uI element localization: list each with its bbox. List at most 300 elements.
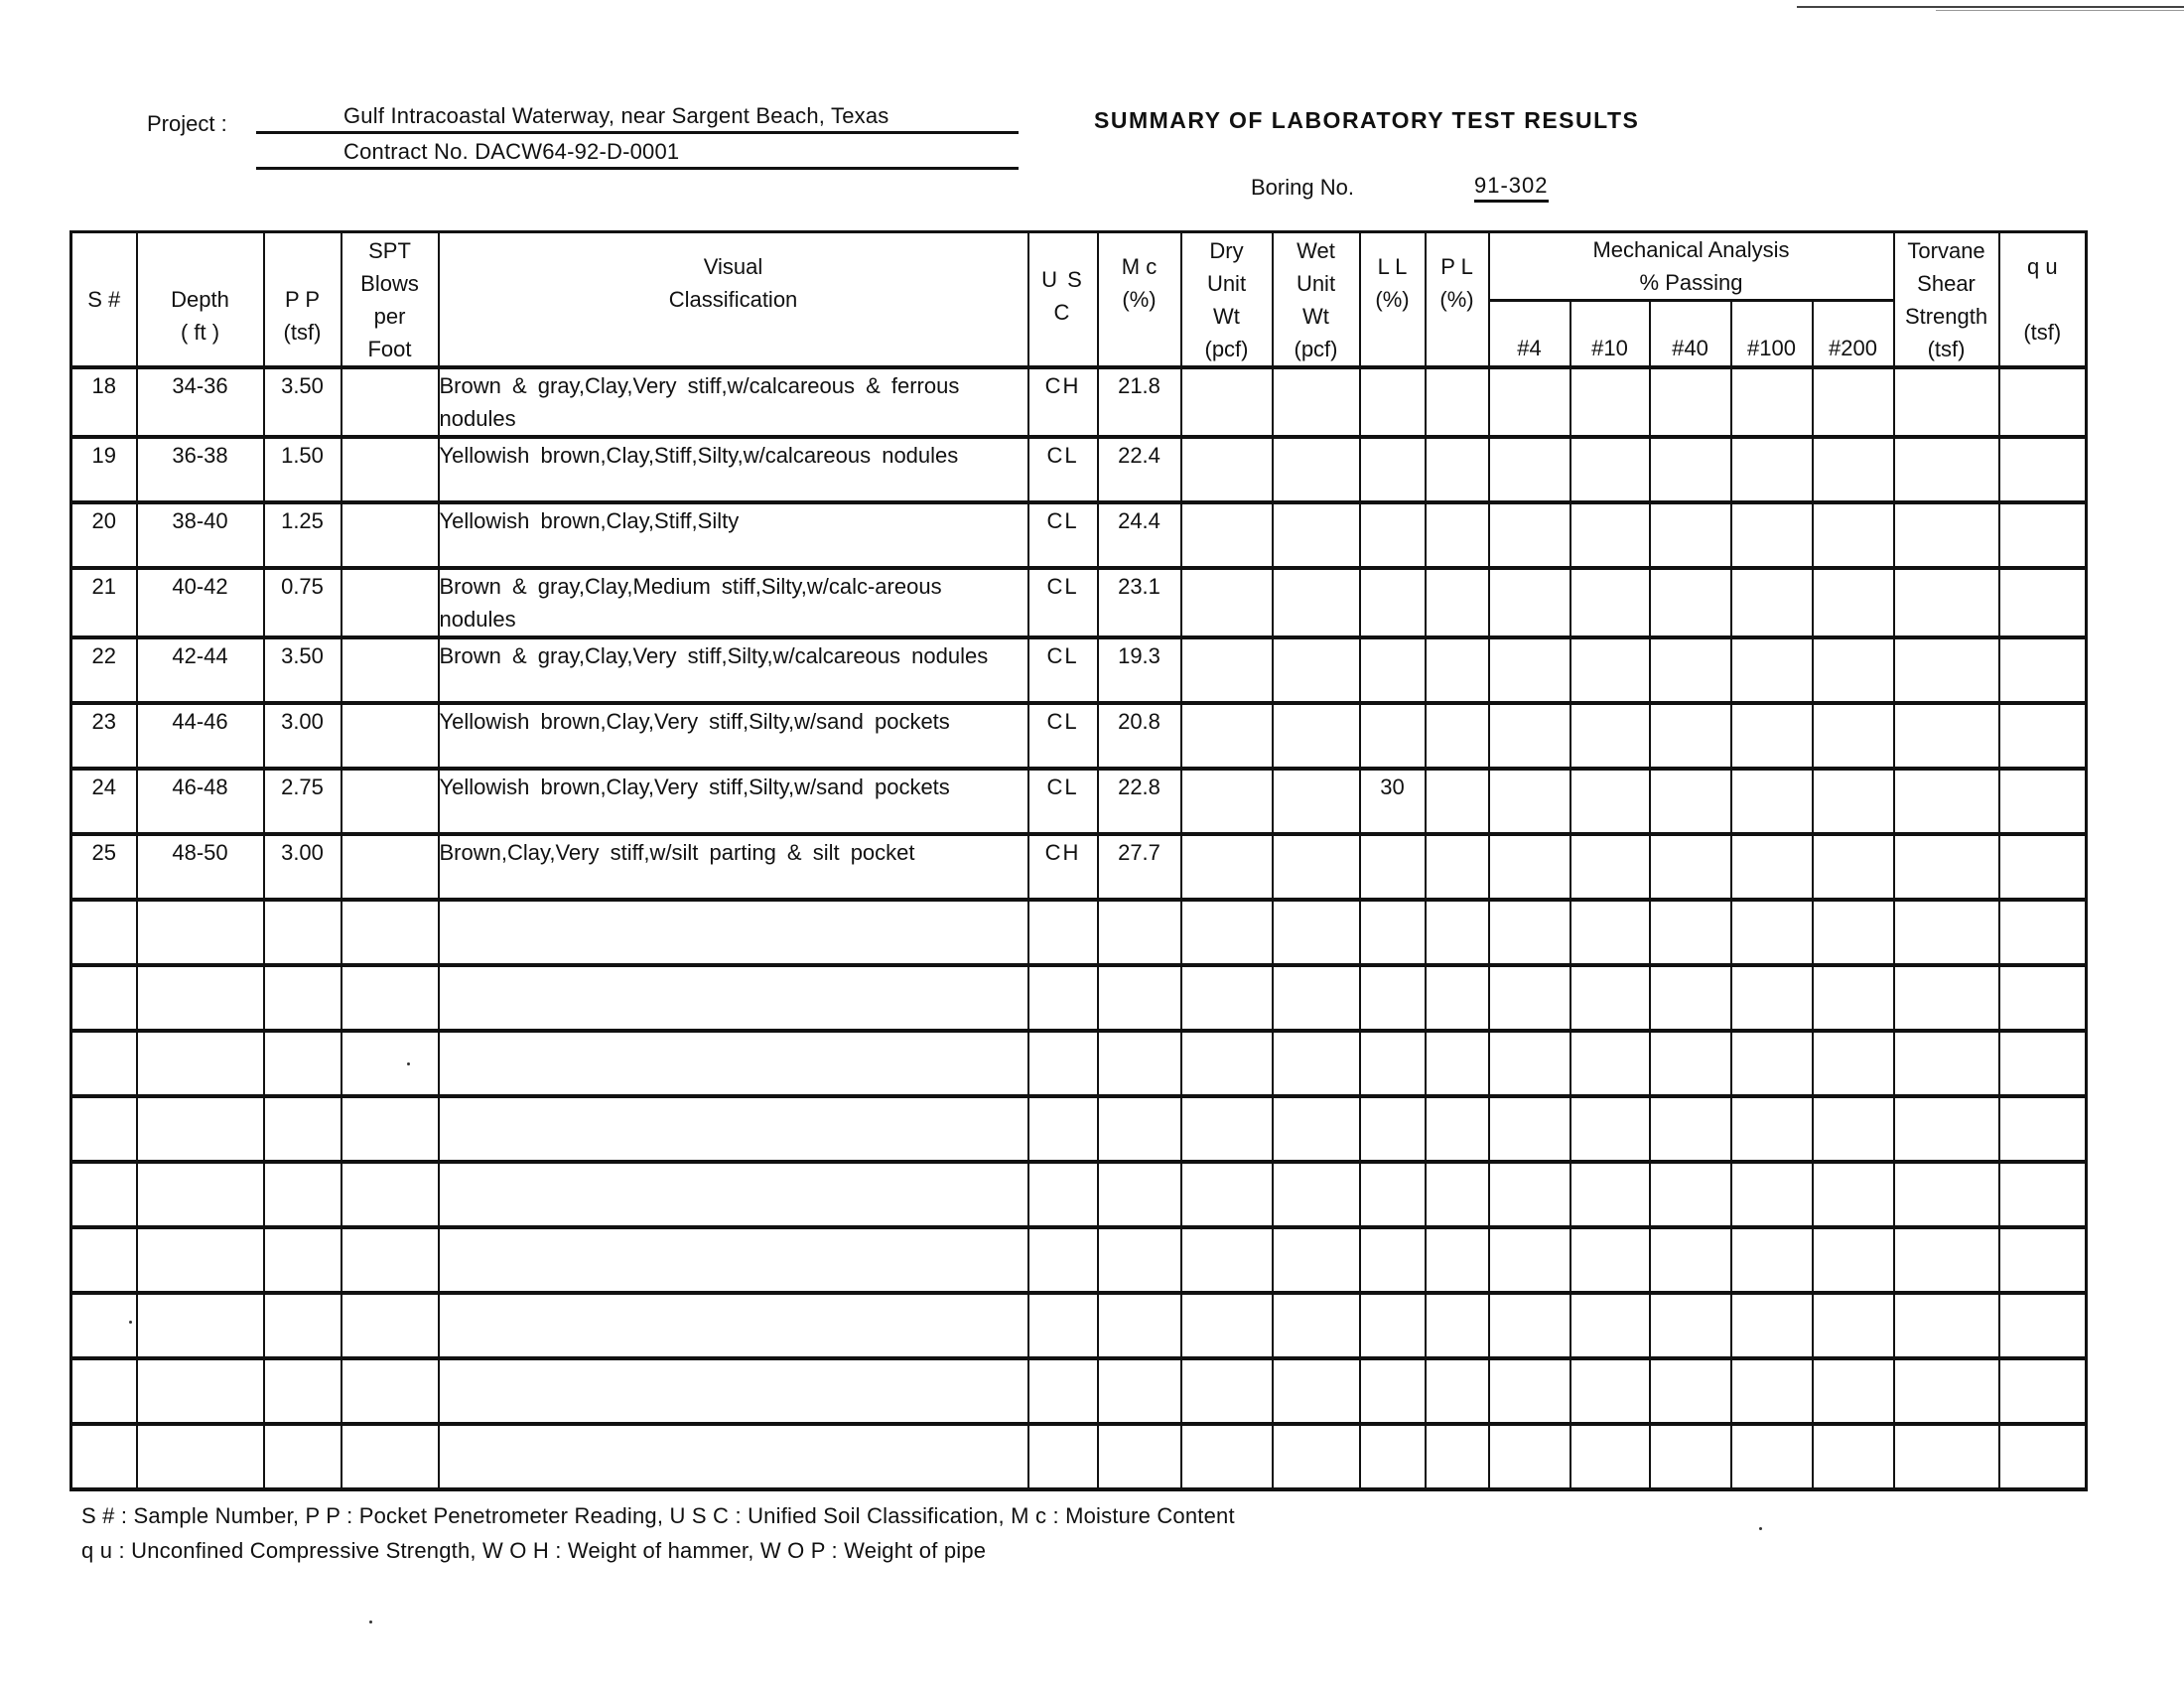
cell-torvane: [1894, 703, 1999, 769]
cell-usc: [1028, 1358, 1098, 1424]
cell-ll: [1360, 900, 1426, 965]
cell-pp: [264, 1162, 341, 1227]
cell-qu: [1999, 703, 2087, 769]
cell-visual: Brown & gray,Clay,Very stiff,Silty,w/calcareous nodules: [439, 637, 1028, 703]
cell-wet-unit-wt: [1273, 769, 1360, 834]
cell-pl: [1426, 437, 1489, 502]
cell-sieve-40: [1650, 437, 1731, 502]
cell-pp: 1.25: [264, 502, 341, 568]
cell-dry-unit-wt: [1181, 437, 1273, 502]
cell-sieve-40: [1650, 1424, 1731, 1489]
col-visual: Visual Classification: [439, 232, 1028, 368]
cell-depth: 40-42: [137, 568, 264, 637]
cell-qu: [1999, 1424, 2087, 1489]
cell-sample: [71, 1424, 137, 1489]
cell-sieve-100: [1731, 1358, 1813, 1424]
scan-speck: [1759, 1527, 1762, 1530]
cell-sample: 18: [71, 367, 137, 437]
cell-ll: [1360, 437, 1426, 502]
cell-mc: [1098, 1096, 1181, 1162]
cell-depth: 42-44: [137, 637, 264, 703]
cell-torvane: [1894, 965, 1999, 1031]
col-sieve-100: #100: [1731, 301, 1813, 368]
cell-sieve-10: [1570, 568, 1650, 637]
col-group-mechanical-analysis: Mechanical Analysis % Passing: [1489, 232, 1894, 301]
cell-sieve-40: [1650, 502, 1731, 568]
cell-depth: [137, 1096, 264, 1162]
cell-usc: [1028, 1096, 1098, 1162]
cell-sieve-10: [1570, 1096, 1650, 1162]
cell-pl: [1426, 769, 1489, 834]
cell-sieve-200: [1813, 769, 1894, 834]
cell-sieve-10: [1570, 1031, 1650, 1096]
cell-qu: [1999, 502, 2087, 568]
contract-field: [256, 139, 1019, 170]
legend-line-2: q u : Unconfined Compressive Strength, W O H : Weight of hammer, W O P : Weight of pipe: [81, 1538, 987, 1563]
cell-spt: [341, 502, 439, 568]
cell-visual: Yellowish brown,Clay,Very stiff,Silty,w/sand pockets: [439, 769, 1028, 834]
cell-qu: [1999, 965, 2087, 1031]
cell-mc: [1098, 1227, 1181, 1293]
cell-qu: [1999, 1358, 2087, 1424]
cell-usc: CL: [1028, 502, 1098, 568]
cell-wet-unit-wt: [1273, 502, 1360, 568]
col-torvane: Torvane Shear Strength (tsf): [1894, 232, 1999, 368]
cell-sieve-200: [1813, 1358, 1894, 1424]
cell-wet-unit-wt: [1273, 1031, 1360, 1096]
cell-torvane: [1894, 637, 1999, 703]
cell-wet-unit-wt: [1273, 1096, 1360, 1162]
cell-depth: [137, 1293, 264, 1358]
cell-dry-unit-wt: [1181, 834, 1273, 900]
table-row: [71, 703, 2087, 769]
cell-torvane: [1894, 1031, 1999, 1096]
cell-sieve-200: [1813, 900, 1894, 965]
project-name: Gulf Intracoastal Waterway, near Sargent Beach, Texas: [343, 103, 889, 128]
cell-torvane: [1894, 1096, 1999, 1162]
cell-usc: CL: [1028, 703, 1098, 769]
cell-usc: [1028, 1424, 1098, 1489]
cell-mc: 23.1: [1098, 568, 1181, 637]
table-row: [71, 502, 2087, 568]
cell-qu: [1999, 1227, 2087, 1293]
cell-sieve-4: [1489, 834, 1570, 900]
cell-sample: 19: [71, 437, 137, 502]
cell-pl: [1426, 900, 1489, 965]
cell-spt: [341, 1227, 439, 1293]
cell-sieve-10: [1570, 367, 1650, 437]
cell-pp: [264, 1031, 341, 1096]
col-wet-unit-wt: Wet Unit Wt (pcf): [1273, 232, 1360, 368]
cell-pl: [1426, 1227, 1489, 1293]
cell-sieve-200: [1813, 1096, 1894, 1162]
cell-sieve-40: [1650, 900, 1731, 965]
cell-sieve-40: [1650, 965, 1731, 1031]
cell-pl: [1426, 637, 1489, 703]
cell-depth: [137, 1227, 264, 1293]
cell-wet-unit-wt: [1273, 367, 1360, 437]
cell-wet-unit-wt: [1273, 1227, 1360, 1293]
cell-usc: CH: [1028, 367, 1098, 437]
cell-pl: [1426, 1293, 1489, 1358]
cell-dry-unit-wt: [1181, 1358, 1273, 1424]
cell-dry-unit-wt: [1181, 1424, 1273, 1489]
cell-sieve-40: [1650, 1031, 1731, 1096]
cell-sieve-4: [1489, 965, 1570, 1031]
cell-torvane: [1894, 834, 1999, 900]
cell-sieve-200: [1813, 1227, 1894, 1293]
col-sieve-4: #4: [1489, 301, 1570, 368]
cell-torvane: [1894, 900, 1999, 965]
cell-sample: [71, 965, 137, 1031]
cell-mc: [1098, 1293, 1181, 1358]
scan-artifact-line: [1936, 10, 2184, 11]
cell-sieve-100: [1731, 637, 1813, 703]
cell-visual: Brown,Clay,Very stiff,w/silt parting & silt pocket: [439, 834, 1028, 900]
scan-speck: [129, 1321, 132, 1324]
cell-pl: [1426, 367, 1489, 437]
cell-visual: [439, 1293, 1028, 1358]
cell-sieve-4: [1489, 769, 1570, 834]
cell-qu: [1999, 1162, 2087, 1227]
cell-sieve-200: [1813, 568, 1894, 637]
cell-sample: [71, 1162, 137, 1227]
cell-usc: [1028, 965, 1098, 1031]
cell-mc: [1098, 1424, 1181, 1489]
col-usc: U S C: [1028, 232, 1098, 368]
cell-pp: [264, 1424, 341, 1489]
cell-ll: 30: [1360, 769, 1426, 834]
cell-qu: [1999, 834, 2087, 900]
cell-ll: [1360, 703, 1426, 769]
cell-dry-unit-wt: [1181, 965, 1273, 1031]
cell-sieve-100: [1731, 437, 1813, 502]
cell-pp: [264, 1293, 341, 1358]
cell-visual: [439, 900, 1028, 965]
cell-usc: CH: [1028, 834, 1098, 900]
cell-torvane: [1894, 367, 1999, 437]
cell-qu: [1999, 437, 2087, 502]
cell-mc: 21.8: [1098, 367, 1181, 437]
cell-sample: 22: [71, 637, 137, 703]
cell-pp: [264, 900, 341, 965]
cell-depth: [137, 965, 264, 1031]
cell-spt: [341, 900, 439, 965]
table-row: [71, 637, 2087, 703]
cell-sieve-4: [1489, 568, 1570, 637]
cell-sieve-100: [1731, 502, 1813, 568]
cell-sieve-4: [1489, 1096, 1570, 1162]
cell-visual: [439, 1227, 1028, 1293]
cell-depth: [137, 1162, 264, 1227]
cell-wet-unit-wt: [1273, 965, 1360, 1031]
cell-spt: [341, 1358, 439, 1424]
cell-sieve-10: [1570, 1162, 1650, 1227]
cell-usc: [1028, 1227, 1098, 1293]
cell-sieve-10: [1570, 703, 1650, 769]
col-sieve-200: #200: [1813, 301, 1894, 368]
cell-wet-unit-wt: [1273, 703, 1360, 769]
cell-pl: [1426, 965, 1489, 1031]
table-row: [71, 437, 2087, 502]
table-row: [71, 1162, 2087, 1227]
cell-sieve-100: [1731, 1031, 1813, 1096]
cell-spt: [341, 437, 439, 502]
cell-wet-unit-wt: [1273, 834, 1360, 900]
cell-sieve-200: [1813, 703, 1894, 769]
cell-spt: [341, 367, 439, 437]
cell-pp: 3.00: [264, 703, 341, 769]
cell-sample: [71, 1096, 137, 1162]
table-row: [71, 1293, 2087, 1358]
cell-qu: [1999, 1031, 2087, 1096]
cell-spt: [341, 568, 439, 637]
cell-sample: [71, 1031, 137, 1096]
cell-pp: 3.50: [264, 367, 341, 437]
cell-sieve-10: [1570, 437, 1650, 502]
cell-dry-unit-wt: [1181, 367, 1273, 437]
cell-mc: 20.8: [1098, 703, 1181, 769]
cell-torvane: [1894, 1293, 1999, 1358]
cell-dry-unit-wt: [1181, 637, 1273, 703]
cell-pl: [1426, 1096, 1489, 1162]
cell-pp: [264, 1227, 341, 1293]
cell-sieve-10: [1570, 769, 1650, 834]
cell-ll: [1360, 1031, 1426, 1096]
cell-sieve-10: [1570, 1358, 1650, 1424]
cell-sample: [71, 900, 137, 965]
cell-sieve-40: [1650, 637, 1731, 703]
col-ll: L L (%): [1360, 232, 1426, 368]
cell-sieve-4: [1489, 1424, 1570, 1489]
cell-pl: [1426, 1358, 1489, 1424]
cell-dry-unit-wt: [1181, 1031, 1273, 1096]
cell-depth: [137, 900, 264, 965]
cell-usc: CL: [1028, 568, 1098, 637]
cell-qu: [1999, 637, 2087, 703]
cell-qu: [1999, 367, 2087, 437]
cell-sieve-4: [1489, 502, 1570, 568]
cell-sample: [71, 1293, 137, 1358]
cell-wet-unit-wt: [1273, 437, 1360, 502]
cell-sieve-200: [1813, 1162, 1894, 1227]
cell-sieve-4: [1489, 1227, 1570, 1293]
cell-mc: [1098, 1162, 1181, 1227]
cell-mc: 24.4: [1098, 502, 1181, 568]
cell-sieve-4: [1489, 1031, 1570, 1096]
cell-dry-unit-wt: [1181, 1162, 1273, 1227]
cell-sieve-100: [1731, 1293, 1813, 1358]
cell-sieve-200: [1813, 502, 1894, 568]
cell-pp: 0.75: [264, 568, 341, 637]
cell-torvane: [1894, 1227, 1999, 1293]
cell-pl: [1426, 568, 1489, 637]
cell-torvane: [1894, 568, 1999, 637]
cell-pp: 2.75: [264, 769, 341, 834]
cell-sieve-100: [1731, 568, 1813, 637]
table-row: [71, 367, 2087, 437]
cell-dry-unit-wt: [1181, 1293, 1273, 1358]
col-sieve-40: #40: [1650, 301, 1731, 368]
cell-sieve-40: [1650, 834, 1731, 900]
cell-sample: 23: [71, 703, 137, 769]
cell-wet-unit-wt: [1273, 1162, 1360, 1227]
table-row: [71, 1358, 2087, 1424]
cell-mc: [1098, 1031, 1181, 1096]
cell-sieve-40: [1650, 1358, 1731, 1424]
lab-results-table: [69, 230, 2088, 1491]
cell-sieve-100: [1731, 1096, 1813, 1162]
cell-sample: 20: [71, 502, 137, 568]
col-sieve-10: #10: [1570, 301, 1650, 368]
cell-dry-unit-wt: [1181, 502, 1273, 568]
cell-wet-unit-wt: [1273, 900, 1360, 965]
cell-visual: Yellowish brown,Clay,Stiff,Silty,w/calcareous nodules: [439, 437, 1028, 502]
cell-visual: Yellowish brown,Clay,Very stiff,Silty,w/sand pockets: [439, 703, 1028, 769]
cell-spt: [341, 1162, 439, 1227]
cell-sieve-40: [1650, 568, 1731, 637]
cell-sieve-40: [1650, 1162, 1731, 1227]
cell-sample: 21: [71, 568, 137, 637]
cell-ll: [1360, 502, 1426, 568]
cell-sieve-10: [1570, 502, 1650, 568]
contract-number: Contract No. DACW64-92-D-0001: [343, 139, 680, 164]
cell-mc: [1098, 965, 1181, 1031]
col-sample: S #: [71, 232, 137, 368]
table-row: [71, 1227, 2087, 1293]
cell-sieve-40: [1650, 703, 1731, 769]
cell-dry-unit-wt: [1181, 568, 1273, 637]
cell-qu: [1999, 568, 2087, 637]
cell-ll: [1360, 1227, 1426, 1293]
cell-visual: [439, 1162, 1028, 1227]
cell-sieve-40: [1650, 769, 1731, 834]
col-spt: SPT Blows per Foot: [341, 232, 439, 368]
cell-spt: [341, 769, 439, 834]
col-pl: P L (%): [1426, 232, 1489, 368]
cell-qu: [1999, 1293, 2087, 1358]
header-row: [71, 232, 2087, 301]
cell-sieve-200: [1813, 367, 1894, 437]
cell-sieve-100: [1731, 769, 1813, 834]
cell-sieve-10: [1570, 1293, 1650, 1358]
cell-sieve-200: [1813, 834, 1894, 900]
cell-pl: [1426, 502, 1489, 568]
boring-number: 91-302: [1474, 173, 1549, 203]
cell-sieve-100: [1731, 834, 1813, 900]
cell-depth: 48-50: [137, 834, 264, 900]
cell-dry-unit-wt: [1181, 1096, 1273, 1162]
cell-sieve-100: [1731, 900, 1813, 965]
cell-spt: [341, 1424, 439, 1489]
project-label: Project :: [147, 111, 227, 136]
cell-visual: [439, 1424, 1028, 1489]
cell-mc: 22.4: [1098, 437, 1181, 502]
cell-sample: [71, 1227, 137, 1293]
cell-sieve-40: [1650, 367, 1731, 437]
cell-dry-unit-wt: [1181, 900, 1273, 965]
cell-visual: Yellowish brown,Clay,Stiff,Silty: [439, 502, 1028, 568]
cell-usc: CL: [1028, 637, 1098, 703]
cell-wet-unit-wt: [1273, 1293, 1360, 1358]
cell-sieve-200: [1813, 1031, 1894, 1096]
cell-usc: CL: [1028, 769, 1098, 834]
cell-depth: 38-40: [137, 502, 264, 568]
cell-wet-unit-wt: [1273, 637, 1360, 703]
cell-sieve-100: [1731, 367, 1813, 437]
cell-ll: [1360, 1162, 1426, 1227]
cell-sieve-200: [1813, 1293, 1894, 1358]
cell-usc: [1028, 900, 1098, 965]
cell-mc: 22.8: [1098, 769, 1181, 834]
cell-sieve-4: [1489, 1358, 1570, 1424]
table-row: [71, 965, 2087, 1031]
cell-mc: [1098, 900, 1181, 965]
cell-pp: [264, 1358, 341, 1424]
cell-usc: [1028, 1162, 1098, 1227]
cell-sieve-4: [1489, 703, 1570, 769]
page-title: SUMMARY OF LABORATORY TEST RESULTS: [1094, 107, 1640, 133]
cell-spt: [341, 834, 439, 900]
cell-mc: 27.7: [1098, 834, 1181, 900]
cell-dry-unit-wt: [1181, 1227, 1273, 1293]
cell-depth: [137, 1031, 264, 1096]
cell-depth: 36-38: [137, 437, 264, 502]
cell-ll: [1360, 367, 1426, 437]
cell-mc: [1098, 1358, 1181, 1424]
scan-speck: [369, 1621, 372, 1623]
table-row: [71, 769, 2087, 834]
cell-pp: [264, 1096, 341, 1162]
cell-spt: [341, 1096, 439, 1162]
cell-usc: CL: [1028, 437, 1098, 502]
cell-sieve-40: [1650, 1227, 1731, 1293]
project-name-field: [256, 103, 1019, 134]
cell-sieve-4: [1489, 900, 1570, 965]
cell-sieve-200: [1813, 965, 1894, 1031]
cell-pl: [1426, 1424, 1489, 1489]
table-row: [71, 1424, 2087, 1489]
cell-qu: [1999, 1096, 2087, 1162]
col-mc: M c (%): [1098, 232, 1181, 368]
cell-visual: [439, 965, 1028, 1031]
cell-usc: [1028, 1293, 1098, 1358]
cell-sieve-4: [1489, 637, 1570, 703]
cell-sieve-100: [1731, 1162, 1813, 1227]
col-depth: Depth ( ft ): [137, 232, 264, 368]
cell-ll: [1360, 1358, 1426, 1424]
cell-visual: [439, 1031, 1028, 1096]
scan-artifact-line: [1797, 6, 2184, 8]
cell-ll: [1360, 568, 1426, 637]
legend-line-1: S # : Sample Number, P P : Pocket Penetrometer Reading, U S C : Unified Soil Classification, M c : Moisture Content: [81, 1503, 1235, 1528]
cell-spt: [341, 637, 439, 703]
cell-depth: 46-48: [137, 769, 264, 834]
table-row: [71, 834, 2087, 900]
cell-pl: [1426, 703, 1489, 769]
cell-depth: 34-36: [137, 367, 264, 437]
cell-wet-unit-wt: [1273, 1358, 1360, 1424]
cell-sieve-100: [1731, 703, 1813, 769]
col-pp: P P (tsf): [264, 232, 341, 368]
table-row: [71, 1096, 2087, 1162]
cell-ll: [1360, 1293, 1426, 1358]
cell-torvane: [1894, 1162, 1999, 1227]
cell-ll: [1360, 834, 1426, 900]
cell-sieve-200: [1813, 1424, 1894, 1489]
scan-speck: [407, 1062, 410, 1065]
cell-sieve-10: [1570, 1424, 1650, 1489]
